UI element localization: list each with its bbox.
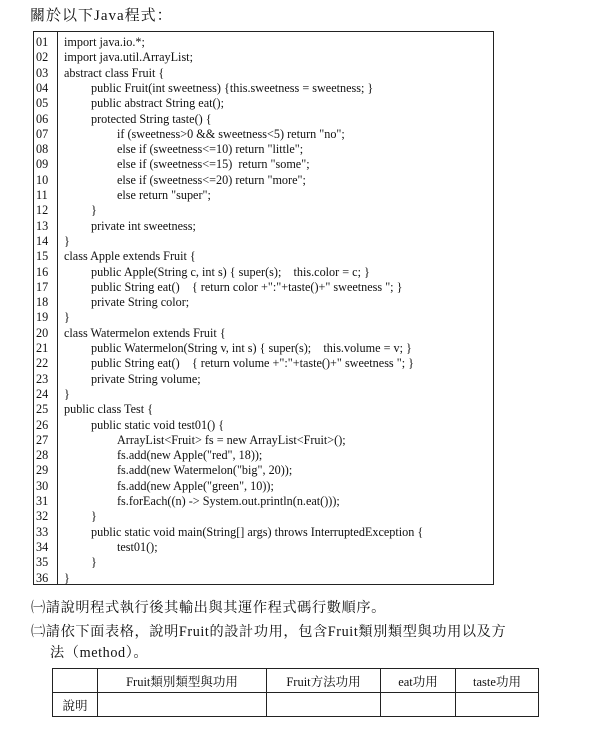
code-text: public Apple(String c, int s) { super(s); this.color = c; }: [91, 264, 370, 279]
code-line: [34, 402, 493, 418]
code-text: protected String taste() {: [91, 111, 212, 126]
question-2-line-2: 法（method）。: [50, 645, 149, 661]
code-text: }: [64, 386, 70, 401]
answer-cell-method-function[interactable]: [267, 693, 381, 717]
code-text: class Watermelon extends Fruit {: [64, 325, 226, 340]
code-text: class Apple extends Fruit {: [64, 249, 196, 264]
code-text: }: [64, 233, 70, 248]
code-line: [34, 203, 493, 219]
code-line: [34, 142, 493, 158]
header-cell-method-function: Fruit方法功用: [267, 669, 381, 693]
code-text: abstract class Fruit {: [64, 65, 165, 80]
line-number: 35: [36, 555, 49, 570]
line-number: 16: [36, 264, 49, 279]
code-text: private String volume;: [91, 371, 201, 386]
code-text: public abstract String eat();: [91, 96, 225, 111]
code-text: public static void main(String[] args) throws InterruptedException {: [91, 524, 424, 539]
code-line: [34, 540, 493, 556]
code-line: [34, 494, 493, 510]
answer-cell-taste[interactable]: [456, 693, 539, 717]
line-number: 33: [36, 524, 49, 539]
code-line: [34, 219, 493, 235]
code-text: else if (sweetness<=10) return "little";: [117, 142, 304, 157]
code-line: [34, 127, 493, 143]
line-number: 09: [36, 157, 49, 172]
code-text: }: [91, 203, 97, 218]
answer-table: [52, 668, 539, 717]
line-number: 27: [36, 432, 49, 447]
line-number: 36: [36, 570, 49, 585]
line-number: 07: [36, 126, 49, 141]
line-number: 20: [36, 325, 49, 340]
line-number: 04: [36, 80, 49, 95]
line-number: 31: [36, 494, 49, 508]
code-text: public String eat() { return volume +":"+taste()+" sweetness "; }: [91, 356, 414, 371]
code-line: [34, 249, 493, 265]
code-text: public static void test01() {: [91, 417, 225, 432]
line-number: 32: [36, 509, 49, 524]
code-text: public Fruit(int sweetness) {this.sweetness = sweetness; }: [91, 80, 374, 95]
code-line: [34, 310, 493, 326]
code-text: }: [91, 555, 97, 570]
code-text: public class Test {: [64, 402, 154, 417]
code-line: [34, 326, 493, 342]
answer-cell-class-type[interactable]: [98, 693, 267, 717]
line-number: 21: [36, 341, 49, 355]
header-cell-eat: eat功用: [381, 669, 456, 693]
line-number: 29: [36, 463, 49, 478]
code-line: [34, 81, 493, 97]
code-text: private int sweetness;: [91, 218, 196, 233]
answer-table-header-row: [53, 669, 539, 693]
line-number: 17: [36, 279, 49, 294]
code-line: [34, 35, 493, 51]
line-number: 30: [36, 478, 49, 493]
line-number: 03: [36, 65, 49, 80]
code-line: [34, 525, 493, 541]
header-cell-empty: [53, 669, 98, 693]
code-line: [34, 418, 493, 434]
code-text: fs.forEach((n) -> System.out.println(n.eat()));: [117, 494, 340, 508]
code-line: [34, 173, 493, 189]
line-number: 13: [36, 218, 49, 233]
code-line: [34, 157, 493, 173]
code-text: else if (sweetness<=15) return "some";: [117, 157, 310, 172]
line-number: 26: [36, 417, 49, 432]
code-text: }: [64, 570, 70, 585]
code-text: public String eat() { return color +":"+taste()+" sweetness "; }: [91, 279, 403, 294]
header-cell-taste: taste功用: [456, 669, 539, 693]
code-text: }: [64, 310, 70, 325]
line-number: 14: [36, 233, 49, 248]
line-number: 22: [36, 356, 49, 371]
code-text: import java.io.*;: [64, 35, 145, 49]
line-number: 06: [36, 111, 49, 126]
code-line: [34, 112, 493, 128]
line-number: 11: [36, 188, 48, 202]
code-line: [34, 280, 493, 296]
line-number: 19: [36, 310, 49, 325]
code-line: [34, 295, 493, 311]
header-cell-class-type: Fruit類別類型與功用: [98, 669, 267, 693]
code-text: import java.util.ArrayList;: [64, 50, 193, 65]
code-line: [34, 555, 493, 571]
line-number: 05: [36, 96, 49, 111]
answer-cell-eat[interactable]: [381, 693, 456, 717]
code-text: fs.add(new Apple("red", 18));: [117, 448, 263, 463]
row-label-cell: 說明: [53, 693, 98, 717]
code-line: [34, 265, 493, 281]
line-number: 24: [36, 386, 49, 401]
question-2-line-1: ㈡請依下面表格，說明Fruit的設計功用，包含Fruit類別類型與功用以及方: [31, 624, 507, 640]
code-line: [34, 372, 493, 388]
line-number: 25: [36, 402, 49, 417]
code-line: [34, 571, 493, 587]
code-text: else if (sweetness<=20) return "more";: [117, 172, 306, 187]
code-line: [34, 50, 493, 66]
code-listing: [33, 31, 494, 585]
line-number: 10: [36, 172, 49, 187]
line-number: 28: [36, 448, 49, 463]
code-text: ArrayList<Fruit> fs = new ArrayList<Fruit>();: [117, 432, 346, 447]
code-line: [34, 96, 493, 112]
code-line: [34, 188, 493, 204]
line-number: 12: [36, 203, 49, 218]
page-title: 關於以下Java程式：: [30, 8, 173, 24]
code-line: [34, 509, 493, 525]
question-1: ㈠請說明程式執行後其輸出與其運作程式碼行數順序。: [31, 600, 386, 616]
code-line: [34, 479, 493, 495]
code-line: [34, 463, 493, 479]
line-number: 23: [36, 371, 49, 386]
code-text: }: [91, 509, 97, 524]
code-line: [34, 433, 493, 449]
code-text: fs.add(new Watermelon("big", 20));: [117, 463, 293, 478]
code-text: fs.add(new Apple("green", 10));: [117, 478, 274, 493]
line-number: 08: [36, 142, 49, 157]
line-number: 01: [36, 35, 49, 49]
code-text: private String color;: [91, 295, 190, 310]
code-text: public Watermelon(String v, int s) { super(s); this.volume = v; }: [91, 341, 412, 355]
line-number: 15: [36, 249, 49, 264]
code-line: [34, 234, 493, 250]
code-text: if (sweetness>0 && sweetness<5) return "no";: [117, 126, 345, 141]
code-line: [34, 66, 493, 82]
code-text: else return "super";: [117, 188, 211, 202]
answer-table-row: [53, 693, 539, 717]
code-line: [34, 341, 493, 357]
code-text: test01();: [117, 539, 158, 554]
code-line: [34, 448, 493, 464]
code-line: [34, 356, 493, 372]
code-line: [34, 387, 493, 403]
line-number: 02: [36, 50, 49, 65]
line-number: 18: [36, 295, 49, 310]
line-number: 34: [36, 539, 49, 554]
